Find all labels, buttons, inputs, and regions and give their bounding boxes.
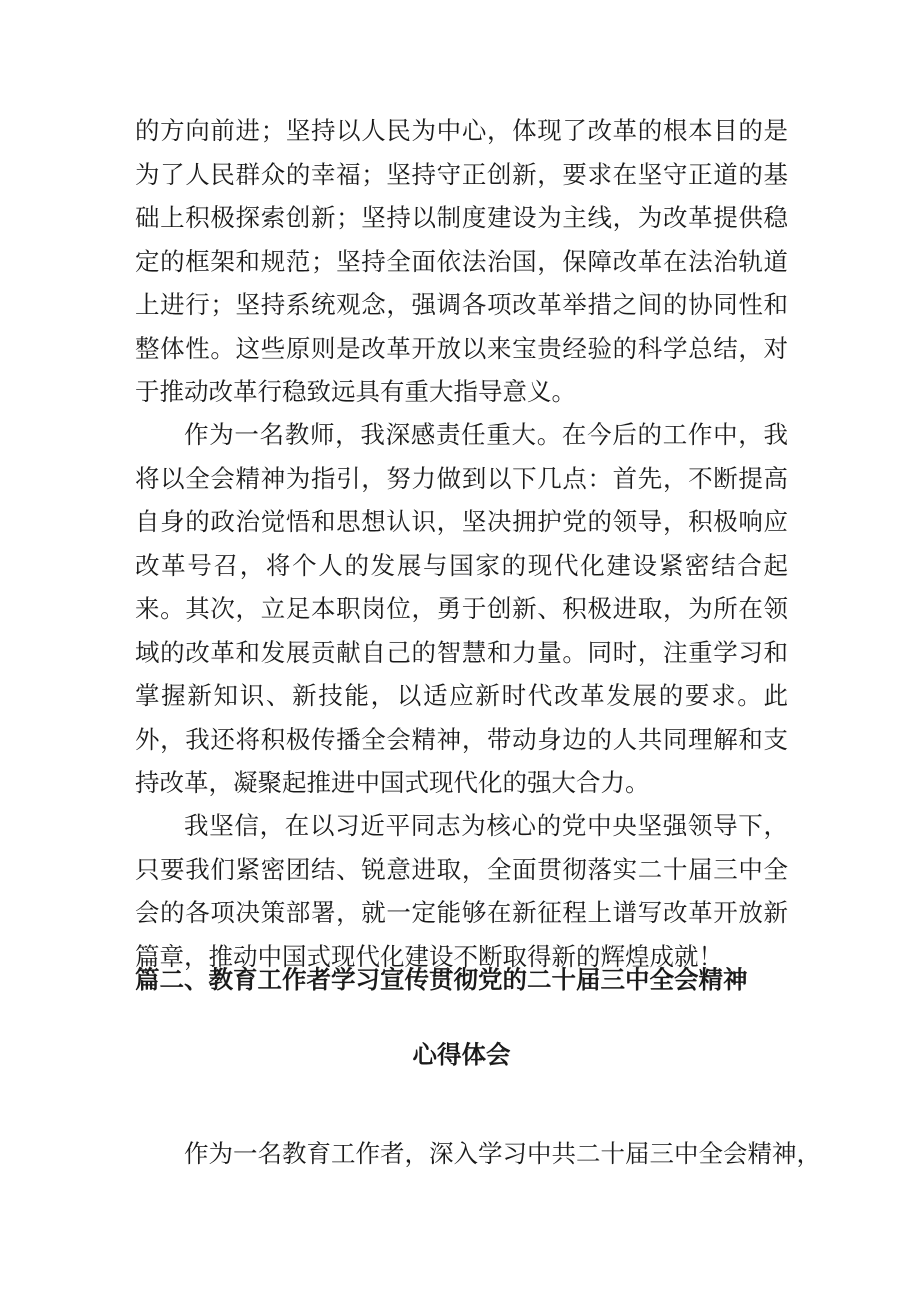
paragraph-teacher-responsibility: 作为一名教师，我深感责任重大。在今后的工作中，我将以全会精神为指引，努力做到以下几点：首先，不断提高自身的政治觉悟和思想认识，坚决拥护党的领导，积极响应改革号召，将个人的发展与国家的现代化建设紧密结合起来。其次，立足本职岗位，勇于创新、积极进取，为所在领域的改革和发展贡献自己的智慧和力量。同时，注重学习和掌握新知识、新技能，以适应新时代改革发展的要求。此外，我还将积极传播全会精神，带动身边的人共同理解和支持改革，凝聚起推进中国式现代化的强大合力。 [135, 420, 788, 797]
section-subtitle: 心得体会 [412, 1040, 511, 1069]
paragraph-conviction: 我坚信，在以习近平同志为核心的党中央坚强领导下，只要我们紧密团结、锐意进取，全面贯彻落实二十届三中全会的各项决策部署，就一定能够在新征程上谱写改革开放新篇章，推动中国式现代化建设不断取得新的辉煌成就！ [135, 811, 788, 971]
section-title: 篇二、教育工作者学习宣传贯彻党的二十届三中全会精神 [135, 965, 748, 994]
paragraph-opening: 作为一名教育工作者，深入学习中共二十届三中全会精神， [184, 1139, 821, 1168]
paragraph-principles: 的方向前进；坚持以人民为中心，体现了改革的根本目的是为了人民群众的幸福；坚持守正创新，要求在坚守正道的基础上积极探索创新；坚持以制度建设为主线，为改革提供稳定的框架和规范；坚持全面依法治国，保障改革在法治轨道上进行；坚持系统观念，强调各项改革举措之间的协同性和整体性。这些原则是改革开放以来宝贵经验的科学总结，对于推动改革行稳致远具有重大指导意义。 [135, 116, 788, 406]
